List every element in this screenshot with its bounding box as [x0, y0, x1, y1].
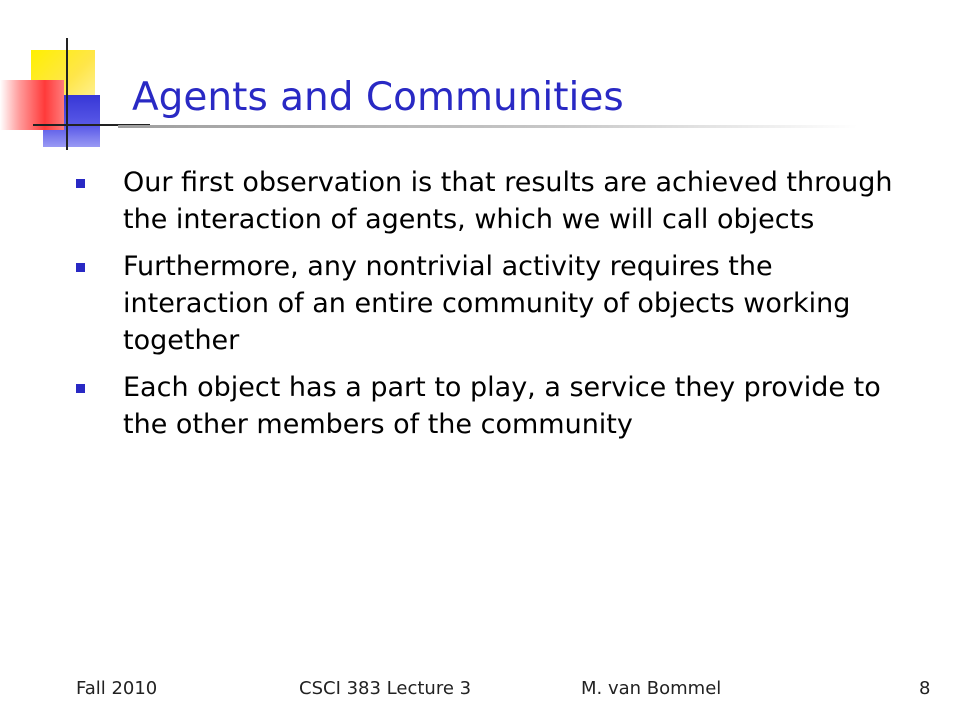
square-bullet-icon	[76, 179, 85, 188]
square-bullet-icon	[76, 263, 85, 272]
decor-red-bar	[0, 80, 64, 130]
square-bullet-icon	[76, 384, 85, 393]
footer-author: M. van Bommel	[581, 678, 722, 699]
bullet-item	[76, 369, 916, 443]
bullet-text: Furthermore, any nontrivial activity requires the interaction of an entire community of objects working together	[123, 251, 851, 356]
bullet-list	[76, 164, 916, 453]
decor-vertical-line	[66, 38, 68, 150]
bullet-text: Each object has a part to play, a service they provide to the other members of the community	[123, 372, 881, 440]
bullet-item	[76, 248, 916, 359]
footer-date: Fall 2010	[76, 678, 158, 699]
footer-course: CSCI 383 Lecture 3	[299, 678, 472, 699]
footer-page-number: 8	[919, 678, 931, 699]
bullet-item	[76, 164, 916, 238]
bullet-text: Our first observation is that results are achieved through the interaction of agents, which we will call objects	[123, 167, 893, 235]
slide-title: Agents and Communities	[132, 75, 624, 120]
